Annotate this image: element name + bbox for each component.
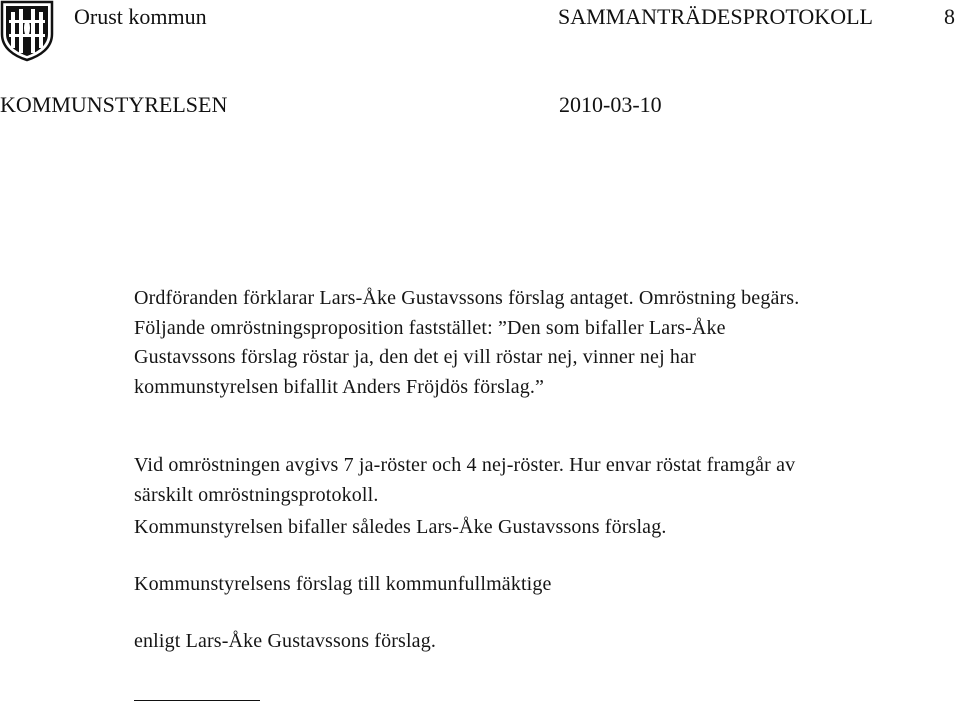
meeting-date: 2010-03-10 xyxy=(559,92,662,117)
board-decision: Kommunstyrelsen bifaller således Lars-Åke Gustavssons förslag. xyxy=(134,516,667,538)
paragraph-line: kommunstyrelsen bifallit Anders Fröjdös förslag.” xyxy=(134,375,545,398)
proposal-text: enligt Lars-Åke Gustavssons förslag. xyxy=(134,630,437,652)
paragraph-line: Ordföranden förklarar Lars-Åke Gustavssons förslag antaget. Omröstning begärs. xyxy=(134,287,800,309)
board-name: KOMMUNSTYRELSEN xyxy=(0,92,228,117)
signature-line xyxy=(134,700,260,701)
coat-of-arms-icon xyxy=(0,0,54,62)
paragraph-line: Vid omröstningen avgivs 7 ja-röster och 4 nej-röster. Hur envar röstat framgår av xyxy=(134,454,796,476)
paragraph-line: Gustavssons förslag röstar ja, den det ej vill röstar nej, vinner nej har xyxy=(134,346,696,368)
vote-result-paragraph xyxy=(134,451,944,510)
municipality-name: Orust kommun xyxy=(74,4,207,29)
paragraph-line: särskilt omröstningsprotokoll. xyxy=(134,483,379,506)
proposal-heading: Kommunstyrelsens förslag till kommunfullmäktige xyxy=(134,573,552,595)
page-number: 8 xyxy=(944,4,955,29)
document-type: SAMMANTRÄDESPROTOKOLL xyxy=(558,4,873,29)
paragraph-line: Följande omröstningsproposition faststället: ”Den som bifaller Lars-Åke xyxy=(134,316,726,339)
decision-paragraph xyxy=(134,284,934,402)
